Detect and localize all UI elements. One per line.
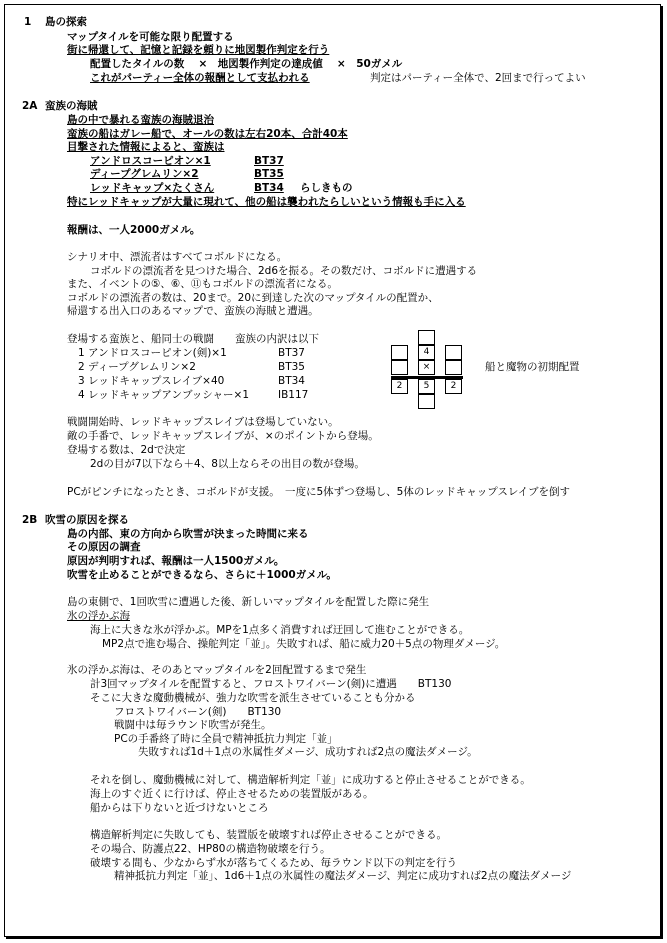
section-1-line-2: 街に帰還して、記憶と記録を頼りに地図製作判定を行う (67, 44, 330, 56)
para-2b-q5: 戦闘中は毎ラウンド吹雪が発生。 (114, 719, 272, 731)
battle-5: PCがピンチになったとき、コボルドが支援。 一度に5体ずつ登場し、5体のレッドキャップスレイブを倒す (67, 486, 570, 498)
encounter-intro: 登場する蛮族と、船同士の戦闘 蛮族の内訳は以下 (67, 333, 319, 345)
section-2a-line-1: 島の中で暴れる蛮族の海賊退治 (67, 114, 214, 126)
section-2a-title: 蛮族の海賊 (45, 100, 98, 112)
monster-3: レッドキャップ×たくさん (90, 182, 215, 194)
section-2a-line-2: 蛮族の船はガレー船で、オールの数は左右20本、合計40本 (67, 128, 348, 140)
section-1-number: 1 (24, 16, 32, 28)
section-2a-reward: 報酬は、一人2000ガメル。 (67, 224, 201, 236)
para-2b-t1: 構造解析判定に失敗しても、装置版を破壊すれば停止させることができる。 (90, 829, 447, 841)
battle-4: 2dの目が7以下なら＋4、8以上ならその出目の数が登場。 (90, 458, 365, 470)
monster-3-note: らしきもの (300, 182, 353, 194)
para-2b-t4: 精神抵抗力判定「並」、1d6＋1点の氷属性の魔法ダメージ、判定に成功すれば2点の魔法ダメージ (114, 870, 572, 882)
enemy-list-4-bt: IB117 (278, 389, 309, 401)
monster-3-bt: BT34 (254, 182, 284, 194)
section-2a-line-4: 特にレッドキャップが大量に現れて、他の船は襲われたらしいという情報も手に入る (67, 196, 466, 208)
monster-2: ディープグレムリン×2 (90, 168, 199, 180)
para-2b-2: 氷の浮かぶ海 (67, 610, 130, 622)
section-1-line-3: 配置したタイルの数 × 地図製作判定の達成値 × 50ガメル (90, 58, 403, 70)
section-1-note: 判定はパーティー全体で、2回まで行ってよい (370, 72, 586, 84)
diagram-cell-mid: 5 (418, 379, 435, 394)
para-2b-r2: 海上のすぐ近くに行けば、停止させるための装置版がある。 (90, 788, 374, 800)
para-2b-q4: フロストワイバーン(剣) BT130 (114, 706, 282, 718)
section-2b-line-3: 原因が判明すれば、報酬は一人1500ガメル。 (67, 555, 285, 567)
para-2b-t3: 破壊する間も、少なからず水が落ちてくるため、毎ラウンド以下の判定を行う (90, 857, 457, 869)
monster-1: アンドロスコーピオン×1 (90, 155, 211, 167)
enemy-list-1: 1 アンドロスコーピオン(剣)×1 (78, 347, 227, 359)
para-2b-t2: その場合、防護点22、HP80の構造物破壊を行う。 (90, 843, 331, 855)
enemy-list-1-bt: BT37 (278, 347, 305, 359)
para-2b-q1: 氷の浮かぶ海は、そのあとマップタイルを2回配置するまで発生 (67, 664, 367, 676)
para-2a-5: 帰還する出入口のあるマップで、蛮族の海賊と遭遇。 (67, 305, 319, 317)
para-2b-4: MP2点で進む場合、操舵判定「並」。失敗すれば、船に威力20＋5点の物理ダメージ。 (102, 638, 506, 650)
monster-2-bt: BT35 (254, 168, 284, 180)
para-2b-q3: そこに大きな魔動機械が、強力な吹雪を派生させていることも分かる (90, 692, 416, 704)
para-2b-q2: 計3回マップタイルを配置すると、フロストワイバーン(剣)に遭遇 BT130 (90, 678, 452, 690)
section-1-line-4: これがパーティー全体の報酬として支払われる (90, 72, 310, 84)
section-1-line-1: マップタイルを可能な限り配置する (67, 31, 234, 43)
enemy-list-3: 3 レッドキャップスレイブ×40 (78, 375, 225, 387)
battle-3: 登場する数は、2dで決定 (67, 444, 186, 456)
enemy-list-3-bt: BT34 (278, 375, 305, 387)
diagram-caption: 船と魔物の初期配置 (485, 361, 580, 373)
para-2a-1: シナリオ中、漂流者はすべてコボルドになる。 (67, 251, 288, 263)
section-1-title: 島の探索 (45, 16, 87, 28)
diagram-cell-right: 2 (445, 379, 462, 394)
section-2b-title: 吹雪の原因を探る (45, 514, 129, 526)
para-2a-3: また、イベントの⑤、⑥、⑪もコボルドの漂流者になる。 (67, 278, 338, 290)
section-2a-line-3: 目撃された情報によると、蛮族は (67, 141, 225, 153)
para-2b-1: 島の東側で、1回吹雪に遭遇した後、新しいマップタイルを配置した際に発生 (67, 596, 430, 608)
para-2b-3: 海上に大きな氷が浮かぶ。MPを1点多く消費すれば迂回して進むことができる。 (90, 624, 470, 636)
section-2b-line-4: 吹雪を止めることができるなら、さらに＋1000ガメル。 (67, 569, 337, 581)
enemy-list-2-bt: BT35 (278, 361, 305, 373)
para-2b-q7: 失敗すれば1d＋1点の氷属性ダメージ、成功すれば2点の魔法ダメージ。 (138, 746, 478, 758)
battle-1: 戦闘開始時、レッドキャップスレイブは登場していない。 (67, 416, 339, 428)
para-2a-2: コボルドの漂流者を見つけた場合、2d6を振る。その数だけ、コボルドに遭遇する (90, 265, 478, 277)
para-2b-r1: それを倒し、魔動機械に対して、構造解析判定「並」に成功すると停止させることができる。 (90, 774, 531, 786)
section-2b-number: 2B (22, 514, 38, 526)
diagram-cell-top: 4 (418, 345, 435, 360)
monster-1-bt: BT37 (254, 155, 284, 167)
para-2b-q6: PCの手番終了時に全員で精神抵抗力判定「並」 (114, 733, 338, 745)
para-2b-r3: 船からは下りないと近づけないところ (90, 802, 269, 814)
section-2a-number: 2A (22, 100, 38, 112)
section-2b-line-1: 島の内部、東の方向から吹雪が決まった時間に来る (67, 528, 309, 540)
enemy-list-4: 4 レッドキャップアンブッシャー×1 (78, 389, 250, 401)
battle-2: 敵の手番で、レッドキャップスレイブが、×のポイントから登場。 (67, 430, 379, 442)
para-2a-4: コボルドの漂流者の数は、20まで。20に到達した次のマップタイルの配置か、 (67, 292, 439, 304)
section-2b-line-2: その原因の調査 (67, 541, 141, 553)
diagram-cell-left: 2 (391, 379, 408, 394)
enemy-list-2: 2 ディープグレムリン×2 (78, 361, 196, 373)
placement-diagram (391, 330, 463, 408)
diagram-cell-cross: × (418, 360, 435, 375)
